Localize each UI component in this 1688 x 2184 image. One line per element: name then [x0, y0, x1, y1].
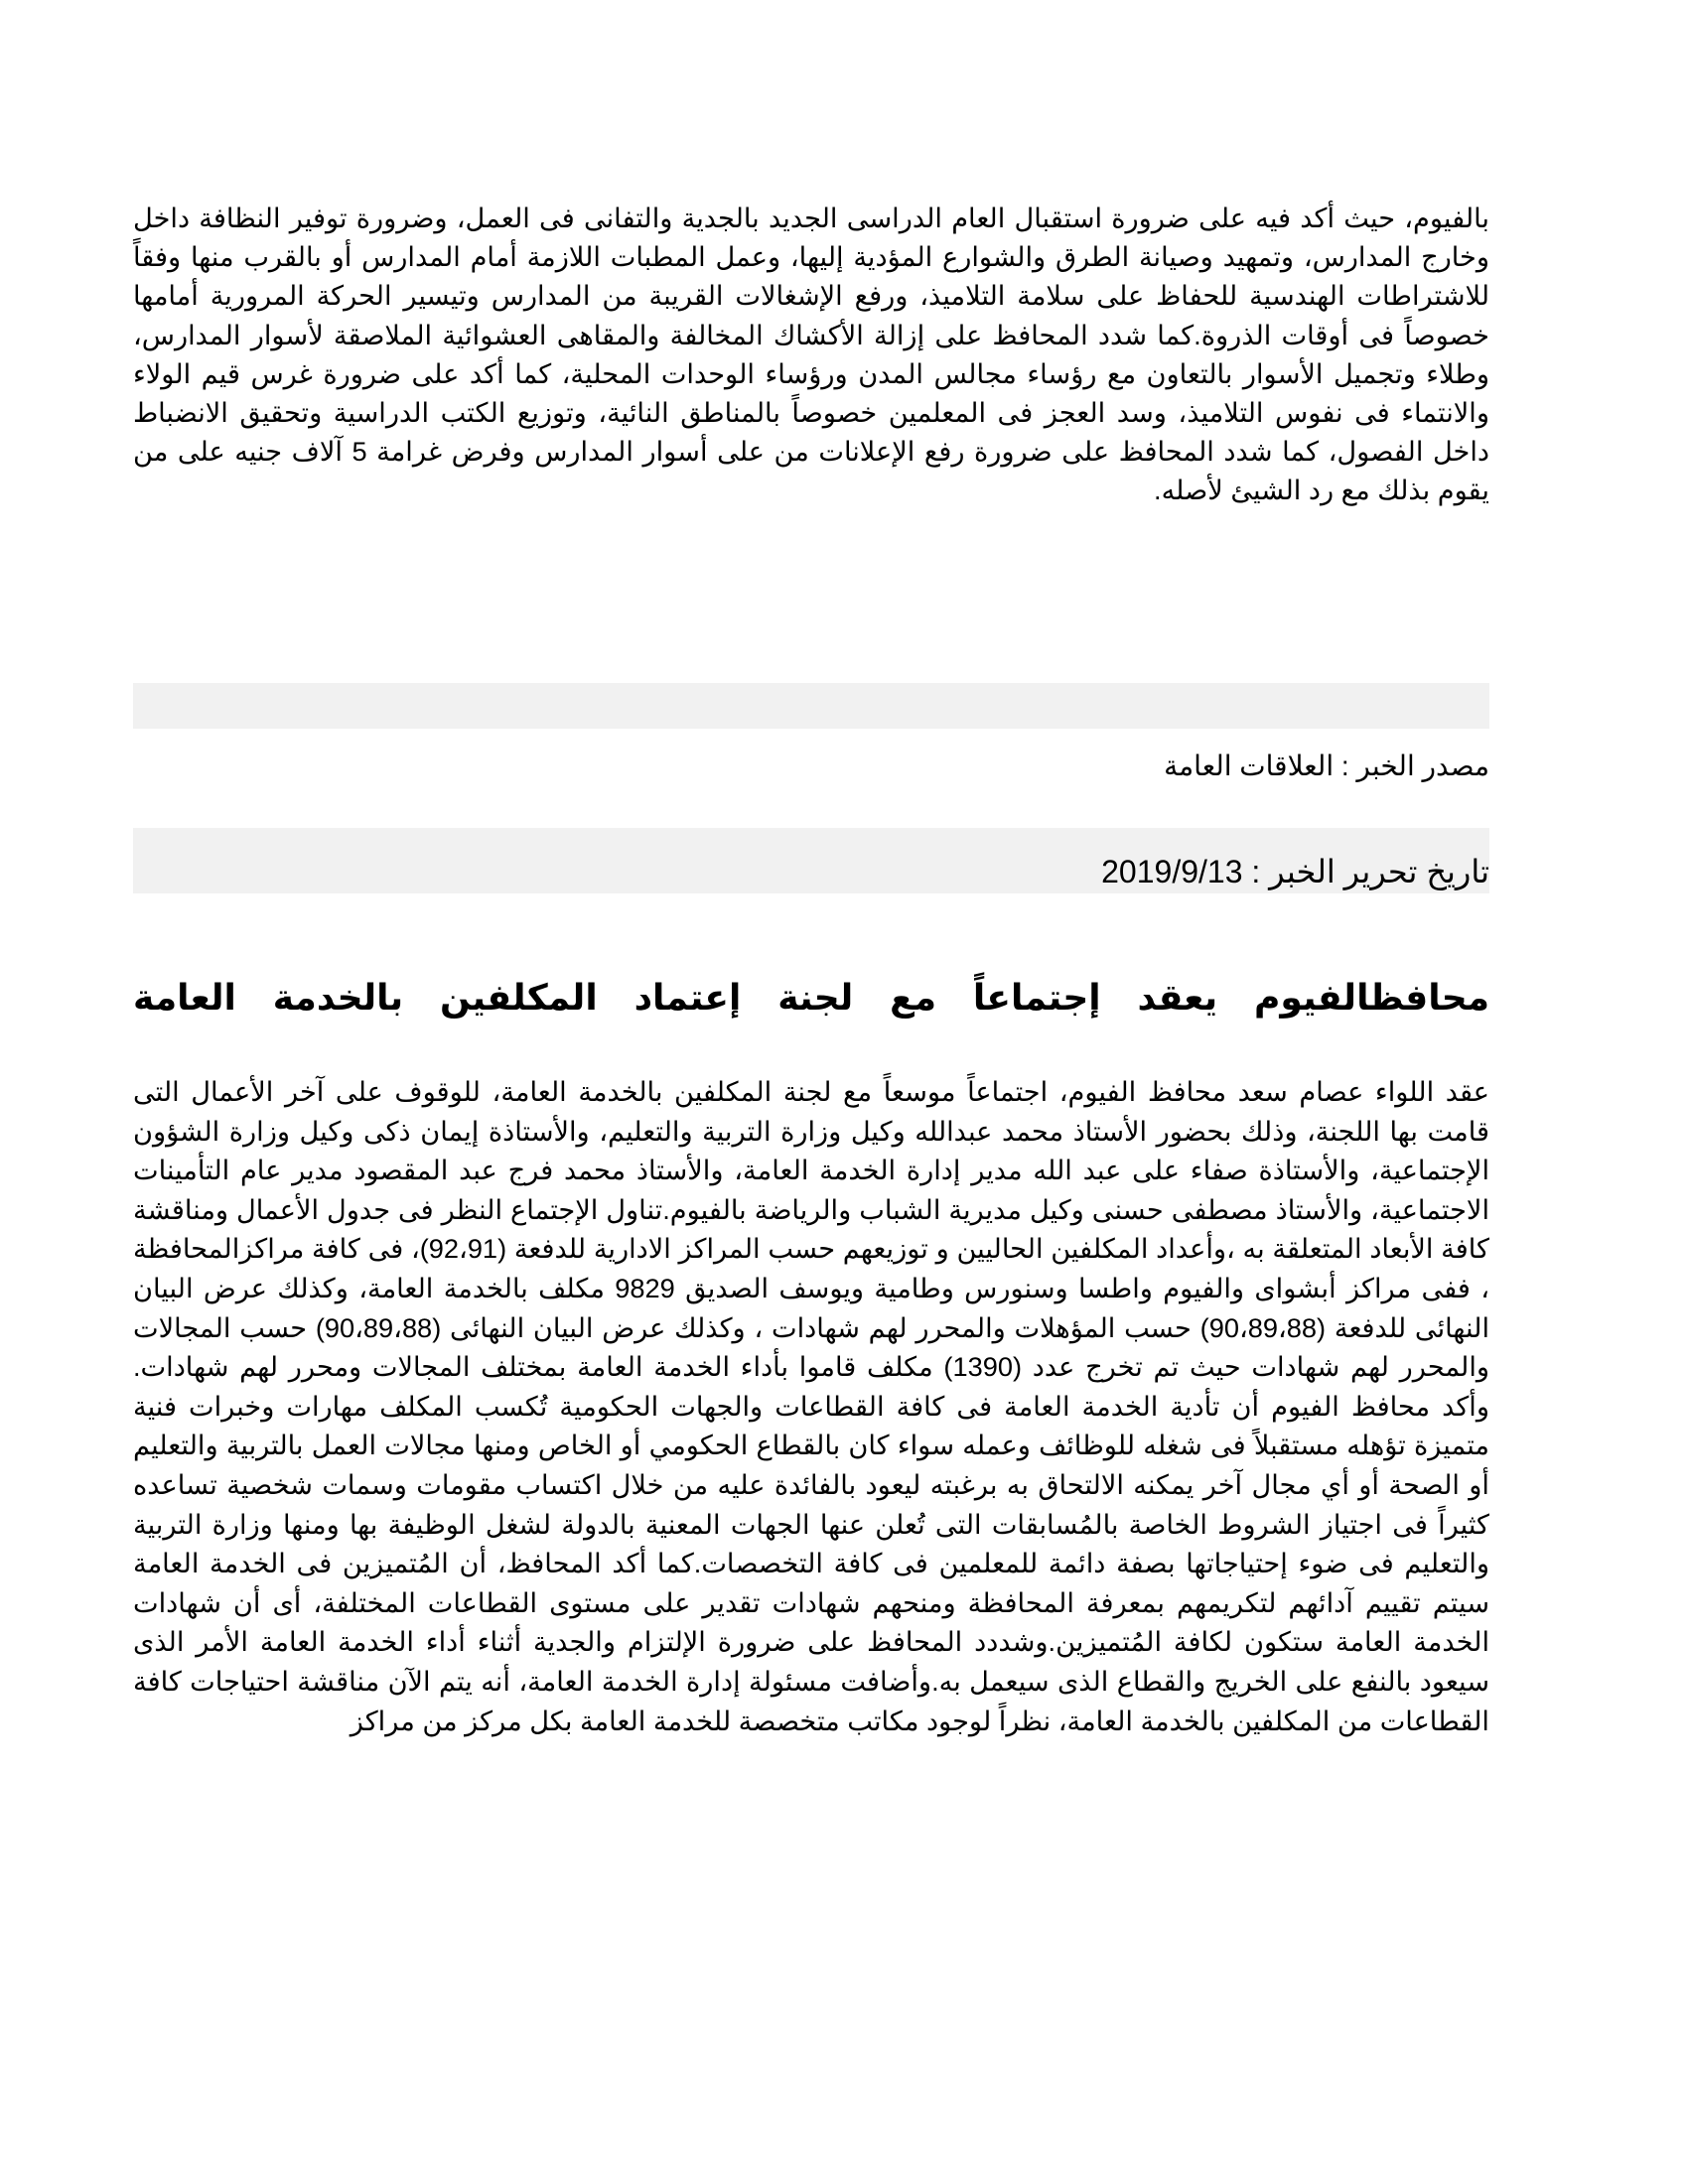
news-source: مصدر الخبر : العلاقات العامة [1164, 751, 1489, 781]
intro-paragraph: بالفيوم، حيث أكد فيه على ضرورة استقبال العام الدراسى الجديد بالجدية والتفانى فى العمل، وضرورة توفير النظافة داخل وخارج المدارس، وتمهيد وصيانة الطرق والشوارع المؤدية إليها، وعمل المطبات اللازمة أمام المدارس أو بالقرب منها وفقاً للاشتراطات الهندسية للحفاظ على سلامة التلاميذ، ورفع الإشغالات القريبة من المدارس وتيسير الحركة المرورية أمامها خصوصاً فى أوقات الذروة.كما شدد المحافظ على إزالة الأكشاك المخالفة والمقاهى العشوائية الملاصقة لأسوار المدارس، وطلاء وتجميل الأسوار بالتعاون مع رؤساء مجالس المدن ورؤساء الوحدات المحلية، كما أكد على ضرورة غرس قيم الولاء والانتماء فى نفوس التلاميذ، وسد العجز فى المعلمين خصوصاً بالمناطق النائية، وتوزيع الكتب الدراسية وتحقيق الانضباط داخل الفصول، كما شدد المحافظ على ضرورة رفع الإعلانات من على أسوار المدارس وفرض غرامة 5 آلاف جنيه على من يقوم بذلك مع رد الشيئ لأصله. [133, 203, 1490, 506]
edit-date: تاريخ تحرير الخبر : 2019/9/13 [1101, 854, 1489, 889]
article-title: محافظالفيوم يعقد إجتماعاً مع لجنة إعتماد المكلفين بالخدمة العامة [133, 977, 1489, 1018]
article-body: عقد اللواء عصام سعد محافظ الفيوم، اجتماعاً موسعاً مع لجنة المكلفين بالخدمة العامة، للوقوف على آخر الأعمال التى قامت بها اللجنة، وذلك بحضور الأستاذ محمد عبدالله وكيل وزارة التربية والتعليم، والأستاذة إيمان ذكى وكيل وزارة الشؤون الإجتماعية، والأستاذة صفاء على عبد الله مدير إدارة الخدمة العامة، والأستاذ محمد فرج عبد المقصود مدير عام التأمينات الاجتماعية، والأستاذ مصطفى حسنى وكيل مديرية الشباب والرياضة بالفيوم.تناول الإجتماع النظر فى جدول الأعمال ومناقشة كافة الأبعاد المتعلقة به ،وأعداد المكلفين الحاليين و توزيعهم حسب المراكز الادارية للدفعة (92،91)، فى كافة مراكزالمحافظة ، ففى مراكز أبشواى والفيوم واطسا وسنورس وطامية ويوسف الصديق 9829 مكلف بالخدمة العامة، وكذلك عرض البيان النهائى للدفعة (90،89،88) حسب المؤهلات والمحرر لهم شهادات ، وكذلك عرض البيان النهائى (90،89،88) حسب المجالات والمحرر لهم شهادات حيث تم تخرج عدد (1390) مكلف قاموا بأداء الخدمة العامة بمختلف المجالات ومحرر لهم شهادات. وأكد محافظ الفيوم أن تأدية الخدمة العامة فى كافة القطاعات والجهات الحكومية تُكسب المكلف مهارات وخبرات فنية متميزة تؤهله مستقبلاً فى شغله للوظائف وعمله سواء كان بالقطاع الحكومي أو الخاص ومنها مجالات العمل بالتربية والتعليم أو الصحة أو أي مجال آخر يمكنه الالتحاق به برغبته ليعود بالفائدة عليه من خلال اكتساب مقومات وسمات شخصية تساعده كثيراً فى اجتياز الشروط الخاصة بالمُسابقات التى تُعلن عنها الجهات المعنية بالدولة لشغل الوظيفة بها ومنها وزارة التربية والتعليم فى ضوء إحتياجاتها بصفة دائمة للمعلمين فى كافة التخصصات.كما أكد المحافظ، أن المُتميزين فى الخدمة العامة سيتم تقييم آدائهم لتكريمهم بمعرفة المحافظة ومنحهم شهادات تقدير على مستوى القطاعات المختلفة، أى أن شهادات الخدمة العامة ستكون لكافة المُتميزين.وشددد المحافظ على ضرورة الإلتزام والجدية أثناء أداء الخدمة العامة الأمر الذى سيعود بالنفع على الخريج والقطاع الذى سيعمل به.وأضافت مسئولة إدارة الخدمة العامة، أنه يتم الآن مناقشة احتياجات كافة القطاعات من المكلفين بالخدمة العامة، نظراً لوجود مكاتب متخصصة للخدمة العامة بكل مركز من مراكز [133, 1076, 1490, 1736]
separator-band [133, 683, 1489, 729]
